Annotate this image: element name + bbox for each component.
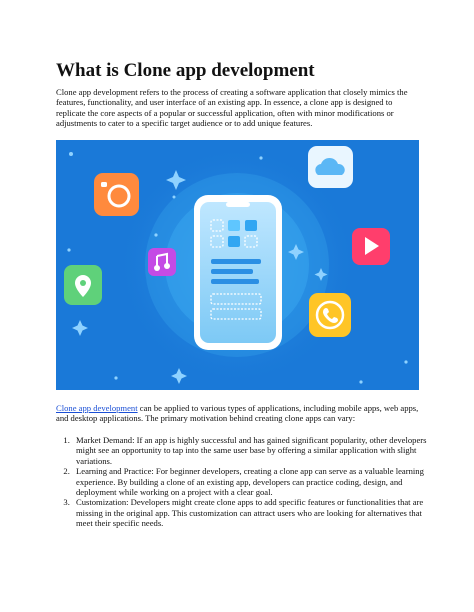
camera-icon (94, 173, 139, 216)
music-note-icon (148, 248, 176, 276)
page-title: What is Clone app development (56, 60, 315, 81)
after-link-text: can be applied to various types of applications, including mobile apps, web apps, and desktop applications. The primary motivation behind creating clone apps can vary: (56, 403, 419, 424)
motivation-list (56, 435, 436, 529)
clone-app-illustration (56, 140, 419, 390)
list-item: 1. Market Demand: If an app is highly successful and has gained significant popularity, other developers might see an opportunity to tap into the same user base by offering a similar application with slight variations. (72, 435, 436, 466)
phone-mockup (194, 195, 282, 350)
clone-usage-paragraph (56, 403, 420, 424)
intro-paragraph: Clone app development refers to the process of creating a software application that closely mimics the features, functionality, and user interface of an existing app. In essence, a clone app is designed to replicate the core aspects of a popular or successful application, often with minor modifications or adjustments to cater to a specific target audience or to add unique features. (56, 87, 408, 129)
phone-icon (309, 293, 351, 337)
location-pin-icon (64, 265, 102, 305)
list-item: 2. Learning and Practice: For beginner developers, creating a clone app can serve as a valuable learning experience. By building a clone of an existing app, developers can practice coding, design, and deployment while working on a project with a clear goal. (72, 466, 436, 497)
illustration-svg (56, 140, 419, 390)
list-item: 3. Customization: Developers might create clone apps to add specific features or functionalities that are missing in the original app. This customization can attract users who are looking for alternatives that meet their specific needs. (72, 497, 436, 528)
cloud-icon (308, 146, 353, 188)
play-icon (352, 228, 390, 265)
clone-app-development-link[interactable]: Clone app development (56, 403, 138, 413)
